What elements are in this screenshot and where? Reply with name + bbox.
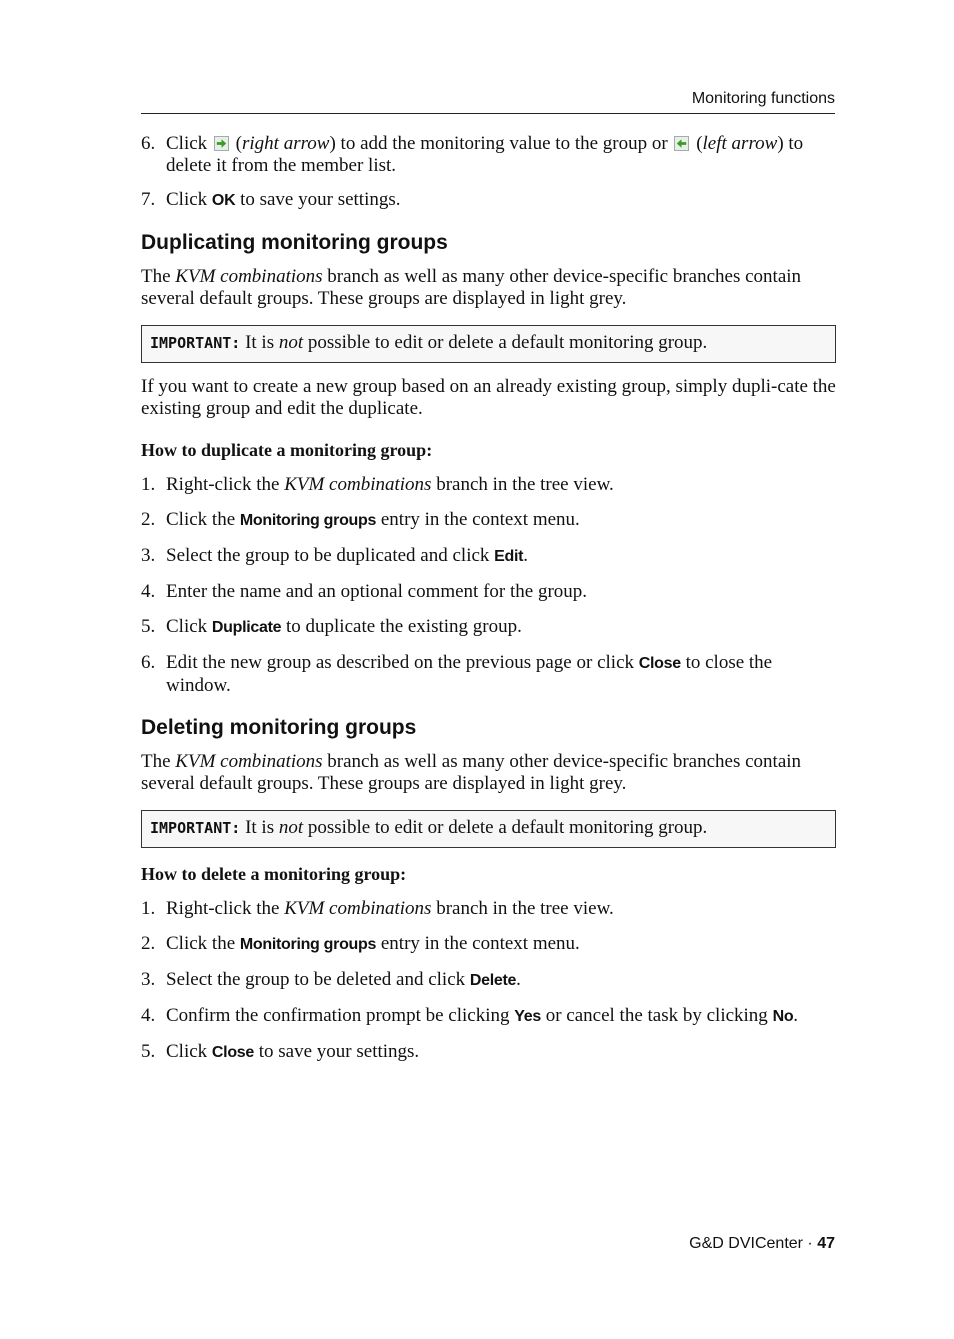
delete-button-label: Delete	[469, 972, 517, 989]
del-intro-paragraph: The KVM combinations branch as well as many other device-specific branches contain several default groups. These groups are displayed in light grey.	[141, 751, 802, 794]
page-footer	[689, 1233, 835, 1255]
del-step-1: 1. Right-click the KVM combinations branch in the tree view.	[141, 898, 614, 919]
left-arrow-icon	[674, 136, 689, 151]
del-step-5: 5. Click Close to save your settings.	[141, 1041, 420, 1062]
running-header	[141, 88, 835, 114]
page-number: 47	[817, 1235, 835, 1252]
dup-step-3: 3. Select the group to be duplicated and click Edit.	[141, 545, 528, 566]
edit-button-label: Edit	[494, 548, 524, 565]
no-button-label: No	[772, 1008, 794, 1025]
close-button-label: Close	[638, 655, 681, 672]
right-arrow-icon	[214, 136, 229, 151]
important-label: IMPORTANT:	[150, 334, 241, 352]
intro-step-7: 7. Click OK to save your settings.	[141, 189, 401, 210]
section-heading-delete: Deleting monitoring groups	[141, 716, 417, 739]
page-content	[141, 133, 836, 1064]
section-heading-duplicate: Duplicating monitoring groups	[141, 231, 448, 254]
monitoring-groups-menu-label: Monitoring groups	[239, 512, 377, 529]
dup-step-6: 6. Edit the new group as described on the previous page or click Close to close the window.	[141, 652, 773, 696]
howto-duplicate-heading: How to duplicate a monitoring group:	[141, 440, 433, 460]
step-number: 6.	[141, 133, 156, 154]
dup-paragraph-2: If you want to create a new group based on an already existing group, simply dupli-cate the existing group and edit the duplicate.	[141, 376, 836, 419]
important-label: IMPORTANT:	[150, 819, 241, 837]
dup-step-4: 4. Enter the name and an optional comment for the group.	[141, 581, 588, 602]
yes-button-label: Yes	[514, 1008, 541, 1025]
footer-product: G&D DVICenter ·	[689, 1235, 818, 1252]
duplicate-button-label: Duplicate	[211, 619, 282, 636]
ok-button-label: OK	[211, 192, 236, 209]
step-number: 7.	[141, 189, 156, 210]
important-note: IMPORTANT: It is not possible to edit or delete a default monitoring group.	[141, 810, 836, 848]
del-step-2: 2. Click the Monitoring groups entry in the context menu.	[141, 933, 580, 954]
close-button-label: Close	[211, 1044, 254, 1061]
important-note: IMPORTANT: It is not possible to edit or delete a default monitoring group.	[141, 325, 836, 363]
header-title: Monitoring functions	[691, 90, 835, 107]
dup-step-5: 5. Click Duplicate to duplicate the existing group.	[141, 616, 522, 637]
dup-step-1: 1. Right-click the KVM combinations branch in the tree view.	[141, 474, 614, 495]
del-step-3: 3. Select the group to be deleted and click Delete.	[141, 969, 521, 990]
dup-step-2: 2. Click the Monitoring groups entry in the context menu.	[141, 509, 580, 530]
howto-delete-heading: How to delete a monitoring group:	[141, 864, 407, 884]
dup-intro-paragraph: The KVM combinations branch as well as many other device-specific branches contain several default groups. These groups are displayed in light grey.	[141, 266, 802, 309]
del-step-4: 4. Confirm the confirmation prompt be clicking Yes or cancel the task by clicking No.	[141, 1005, 799, 1026]
intro-step-6: 6. Click (right arrow) to add the monitoring value to the group or (left arrow) to delete it from the member list.	[141, 133, 804, 176]
monitoring-groups-menu-label: Monitoring groups	[239, 936, 377, 953]
